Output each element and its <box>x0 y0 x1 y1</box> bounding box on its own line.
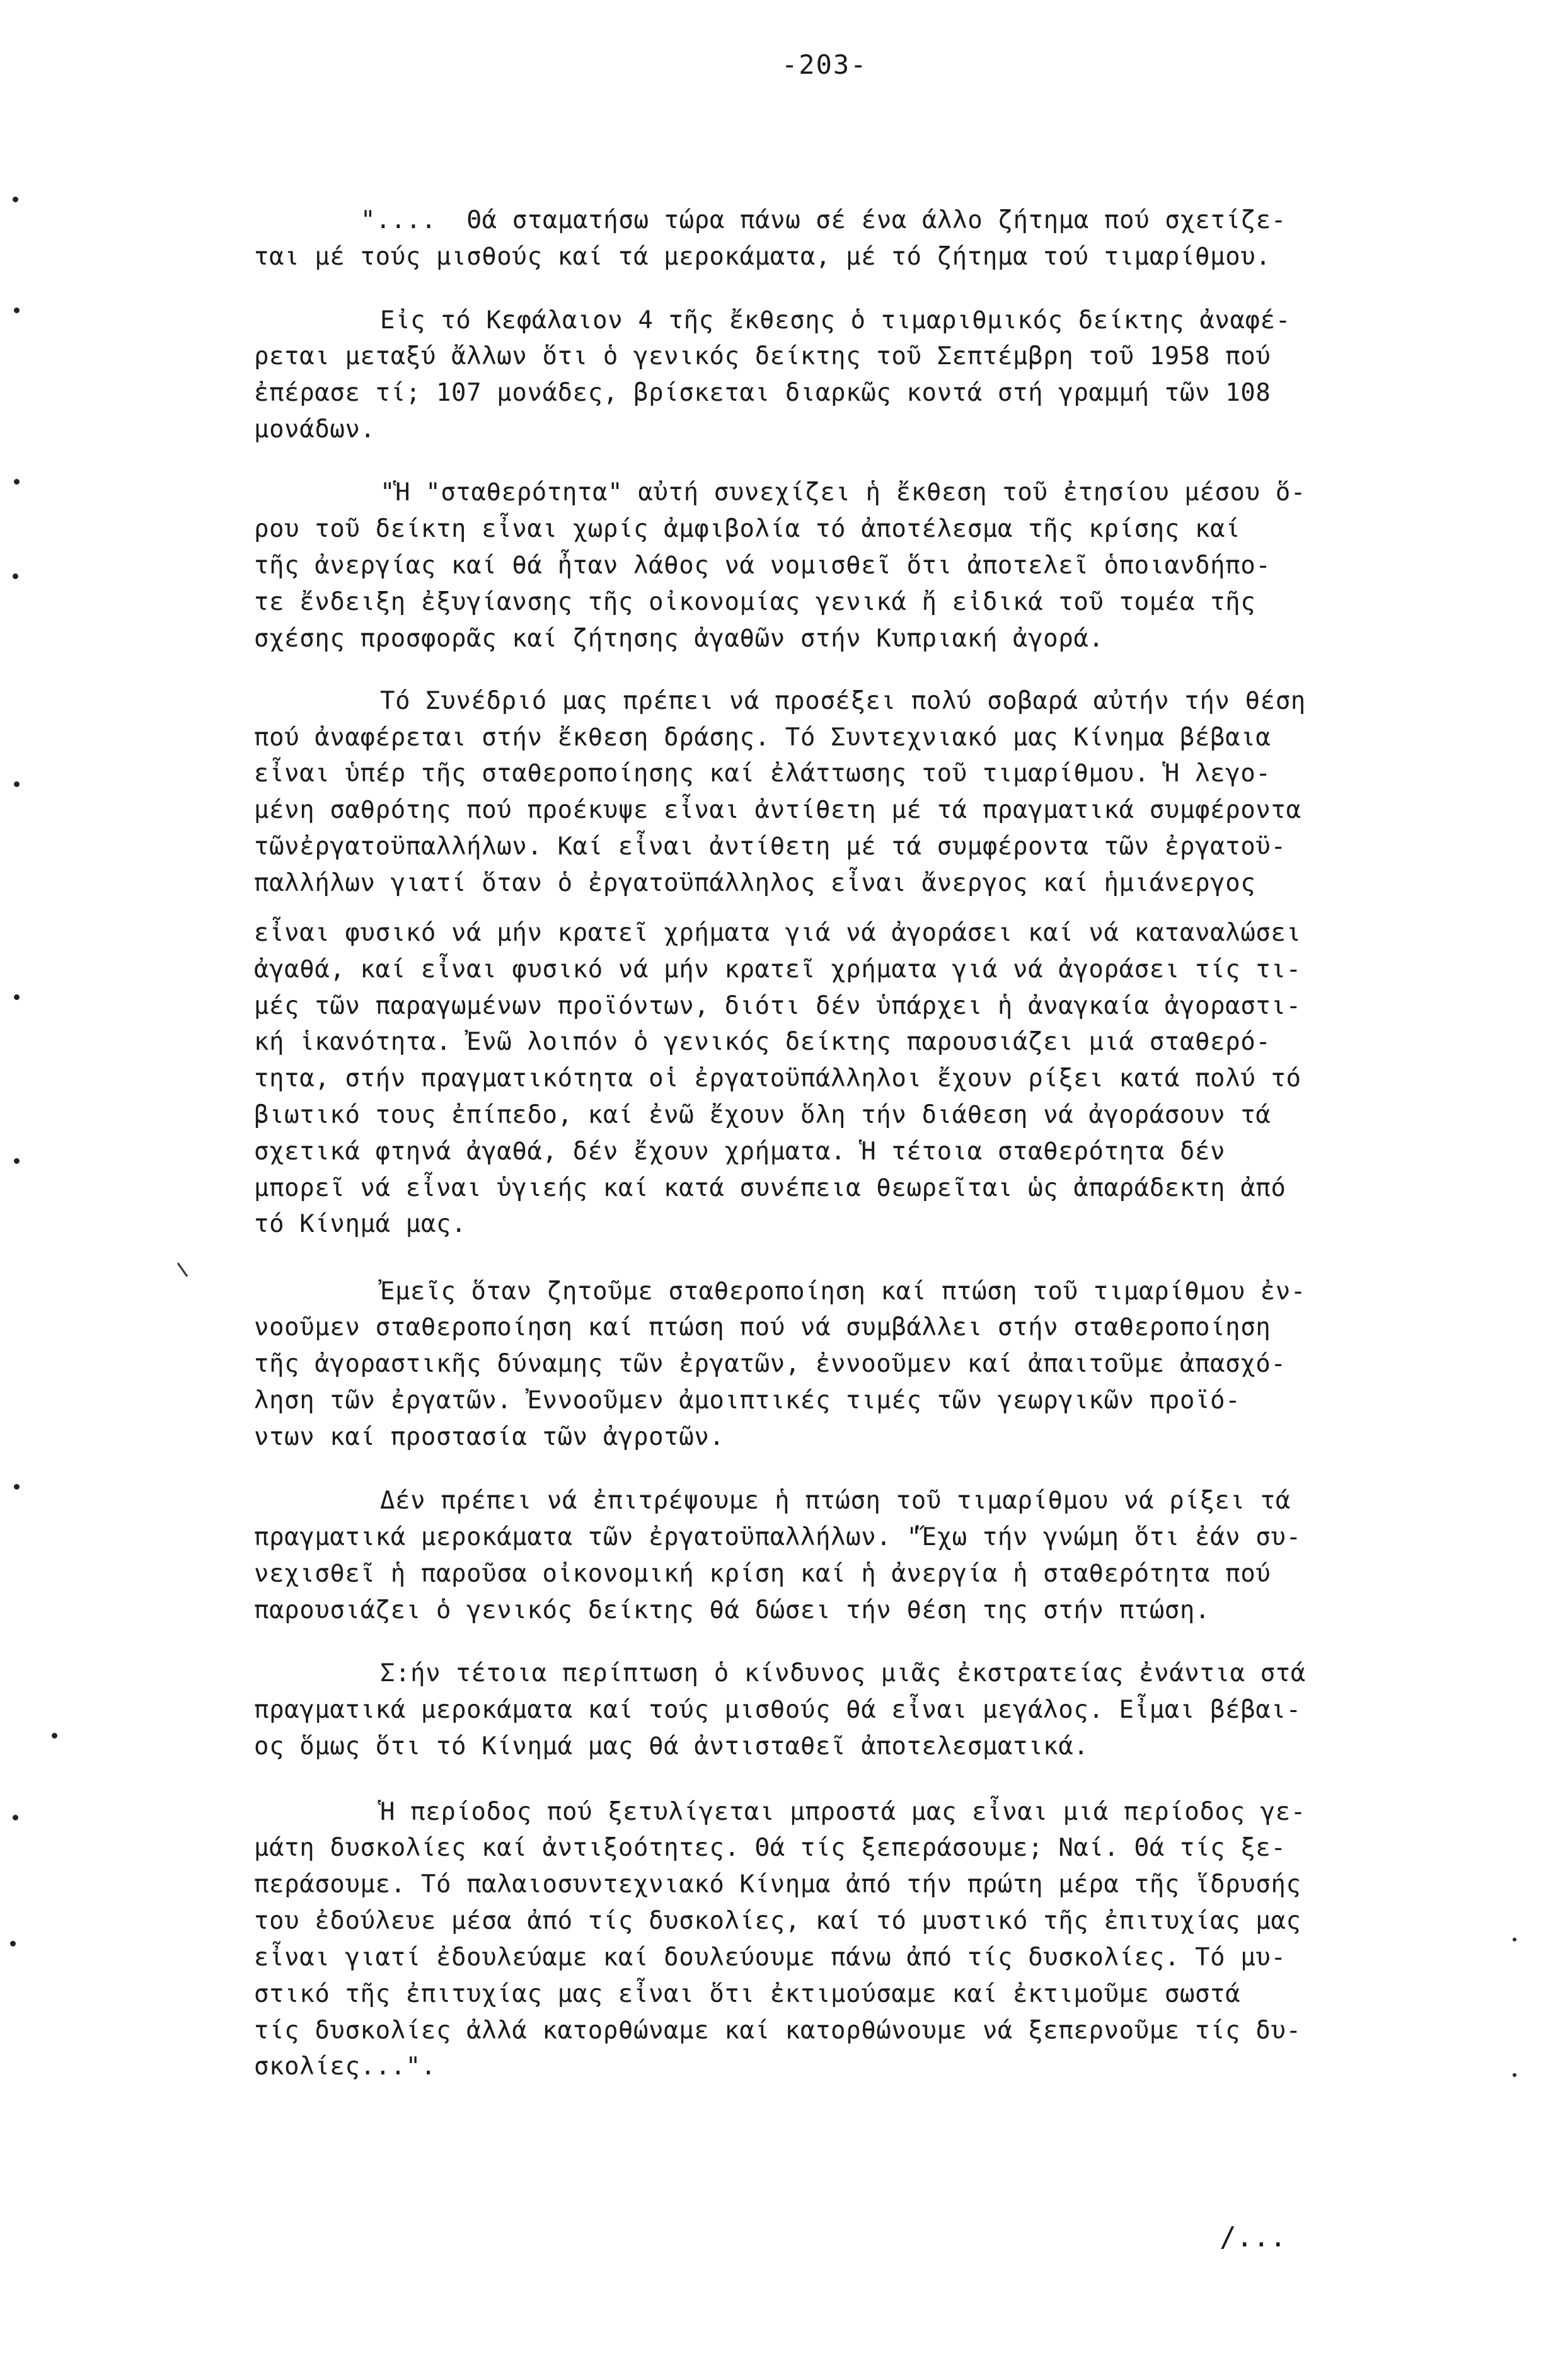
text-line: κή ἱκανότητα. Ἐνῶ λοιπόν ὁ γενικός δείκτης παρουσιάζει μιά σταθερό- <box>254 1028 1271 1056</box>
text-line: μονάδων. <box>254 415 376 444</box>
text-line: τῆς ἀνεργίας καί θά ἦταν λάθος νά νομισθεῖ ὅτι ἀποτελεῖ ὁποιανδήπο- <box>254 551 1271 580</box>
text-line: μάτη δυσκολίες καί ἀντιξοότητες. Θά τίς ξεπεράσουμε; Ναί. Θά τίς ξε- <box>254 1834 1286 1862</box>
margin-speck <box>14 994 20 1000</box>
text-line: ος ὅμως ὅτι τό Κίνημά μας θά ἀντισταθεῖ ἀποτελεσματικά. <box>254 1732 1089 1761</box>
text-line: ται μέ τούς μισθούς καί τά μεροκάματα, μέ τό ζήτημα τού τιμαρίθμου. <box>254 243 1271 271</box>
text-line: εἶναι ὑπέρ τῆς σταθεροποίησης καί ἐλάττωσης τοῦ τιμαρίθμου. Ἡ λεγο- <box>254 759 1271 788</box>
text-line: τε ἔνδειξη ἐξυγίανσης τῆς οἰκονομίας γενικά ἤ εἰδικά τοῦ τομέα τῆς <box>254 588 1256 616</box>
margin-speck <box>13 197 18 202</box>
text-line: Δέν πρέπει νά ἐπιτρέψουμε ἡ πτώση τοῦ τιμαρίθμου νά ρίξει τά <box>380 1486 1291 1515</box>
margin-tick <box>177 1262 188 1277</box>
margin-speck <box>13 573 18 579</box>
text-line: ρου τοῦ δείκτη εἶναι χωρίς ἀμφιβολία τό ἀποτέλεσμα τῆς κρίσης καί <box>254 515 1241 543</box>
text-line: του ἐδούλευε μέσα ἀπό τίς δυσκολίες, καί τό μυστικό τῆς ἐπιτυχίας μας <box>254 1907 1301 1935</box>
text-line: τίς δυσκολίες ἀλλά κατορθώναμε καί κατορθώνουμε νά ξεπερνοῦμε τίς δυ- <box>254 2016 1301 2045</box>
text-line: εἶναι φυσικό νά μήν κρατεῖ χρήματα γιά νά ἀγοράσει καί νά καταναλώσει <box>254 919 1301 947</box>
text-line: μπορεῖ νά εἶναι ὑγιεής καί κατά συνέπεια θεωρεῖται ὡς ἀπαράδεκτη ἀπό <box>254 1174 1286 1202</box>
text-line: Ἡ περίοδος πού ξετυλίγεται μπροστά μας εἶναι μιά περίοδος γε- <box>380 1798 1306 1826</box>
text-line: ἀγαθά, καί εἶναι φυσικό νά μήν κρατεῖ χρήματα γιά νά ἀγοράσει τίς τι- <box>254 955 1301 984</box>
margin-speck <box>13 1815 18 1820</box>
page-number: -203- <box>782 49 868 80</box>
text-line: τητα, στήν πραγματικότητα οἱ ἐργατοϋπάλληλοι ἔχουν ρίξει κατά πολύ τό <box>254 1064 1301 1093</box>
text-line: πού ἀναφέρεται στήν ἔκθεση δράσης. Τό Συντεχνιακό μας Κίνημα βέβαια <box>254 723 1271 752</box>
margin-speck <box>14 1484 20 1490</box>
text-line: ἐπέρασε τί; 107 μονάδες, βρίσκεται διαρκῶς κοντά στή γραμμή τῶν 108 <box>254 379 1271 407</box>
text-line: ντων καί προστασία τῶν ἀγροτῶν. <box>254 1423 725 1451</box>
margin-speck <box>14 1158 20 1164</box>
text-line: τό Κίνημά μας. <box>254 1210 467 1238</box>
margin-speck <box>1513 1938 1516 1941</box>
text-line: σχέσης προσφορᾶς καί ζήτησης ἀγαθῶν στήν Κυπριακή ἀγορά. <box>254 624 1104 653</box>
text-line: Εἰς τό Κεφάλαιον 4 τῆς ἔκθεσης ὁ τιμαριθμικός δείκτης ἀναφέ- <box>380 306 1291 335</box>
text-line: μένη σαθρότης πού προέκυψε εἶναι ἀντίθετη μέ τά πραγματικά συμφέροντα <box>254 796 1301 824</box>
text-line: τῶνἐργατοϋπαλλήλων. Καί εἶναι ἀντίθετη μέ τά συμφέροντα τῶν ἐργατοϋ- <box>254 832 1286 861</box>
text-line: Ἐμεῖς ὅταν ζητοῦμε σταθεροποίηση καί πτώση τοῦ τιμαρίθμου ἐν- <box>380 1277 1306 1306</box>
text-line: εἶναι γιατί ἐδουλεύαμε καί δουλεύουμε πάνω ἀπό τίς δυσκολίες. Τό μυ- <box>254 1943 1286 1972</box>
text-line: νεχισθεῖ ἡ παροῦσα οἰκονομική κρίση καί ἡ ἀνεργία ἡ σταθερότητα πού <box>254 1560 1271 1588</box>
continuation-mark: /... <box>1220 2221 1286 2253</box>
text-line: "Ἡ "σταθερότητα" αὐτή συνεχίζει ἡ ἔκθεση τοῦ ἐτησίου μέσου ὅ- <box>380 478 1306 507</box>
text-line: σχετικά φτηνά ἀγαθά, δέν ἔχουν χρήματα. Ἡ τέτοια σταθερότητα δέν <box>254 1137 1226 1166</box>
text-line: ".... Θά σταματήσω τώρα πάνω σέ ένα άλλο ζήτημα πού σχετίζε- <box>361 206 1286 234</box>
margin-speck <box>52 1733 57 1739</box>
text-line: νοοῦμεν σταθεροποίηση καί πτώση πού νά συμβάλλει στήν σταθεροποίηση <box>254 1313 1271 1342</box>
text-line: μές τῶν παραγωμένων προϊόντων, διότι δέν ὑπάρχει ἡ ἀναγκαία ἀγοραστι- <box>254 992 1301 1020</box>
margin-speck <box>14 781 20 787</box>
margin-speck <box>10 1941 16 1946</box>
text-line: πραγματικά μεροκάματα καί τούς μισθούς θά εἶναι μεγάλος. Εἶμαι βέβαι- <box>254 1696 1301 1724</box>
text-line: Σ:ήν τέτοια περίπτωση ὁ κίνδυνος μιᾶς ἐκστρατείας ἐνάντια στά <box>380 1659 1306 1687</box>
text-line: περάσουμε. Τό παλαιοσυντεχνιακό Κίνημα ἀπό τήν πρώτη μέρα τῆς ἵδρυσής <box>254 1870 1301 1899</box>
text-line: ληση τῶν ἐργατῶν. Ἐννοοῦμεν ἀμοιπτικές τιμές τῶν γεωργικῶν προϊό- <box>254 1386 1241 1415</box>
text-line: τῆς ἀγοραστικῆς δύναμης τῶν ἐργατῶν, ἐννοοῦμεν καί ἀπαιτοῦμε ἀπασχό- <box>254 1350 1286 1378</box>
text-line: παρουσιάζει ὁ γενικός δείκτης θά δώσει τήν θέση της στήν πτώση. <box>254 1596 1211 1624</box>
text-line: στικό τῆς ἐπιτυχίας μας εἶναι ὅτι ἐκτιμούσαμε καί ἐκτιμοῦμε σωστά <box>254 1980 1241 2008</box>
text-line: πραγματικά μεροκάματα τῶν ἐργατοϋπαλλήλων. "Ἔχω τήν γνώμη ὅτι ἐάν συ- <box>254 1523 1301 1551</box>
margin-speck <box>14 479 20 485</box>
margin-speck <box>14 308 20 313</box>
text-line: Τό Συνέδριό μας πρέπει νά προσέξει πολύ σοβαρά αὐτήν τήν θέση <box>380 687 1306 715</box>
text-line: βιωτικό τους ἐπίπεδο, καί ἐνῶ ἔχουν ὅλη τήν διάθεση νά ἀγοράσουν τά <box>254 1101 1271 1129</box>
text-line: παλλήλων γιατί ὅταν ὁ ἐργατοϋπάλληλος εἶναι ἄνεργος καί ἡμιάνεργος <box>254 869 1256 897</box>
text-line: σκολίες...". <box>254 2052 436 2081</box>
text-line: ρεται μεταξύ ἄλλων ὅτι ὁ γενικός δείκτης τοῦ Σεπτέμβρη τοῦ 1958 πού <box>254 342 1271 371</box>
margin-speck <box>1513 2073 1516 2077</box>
